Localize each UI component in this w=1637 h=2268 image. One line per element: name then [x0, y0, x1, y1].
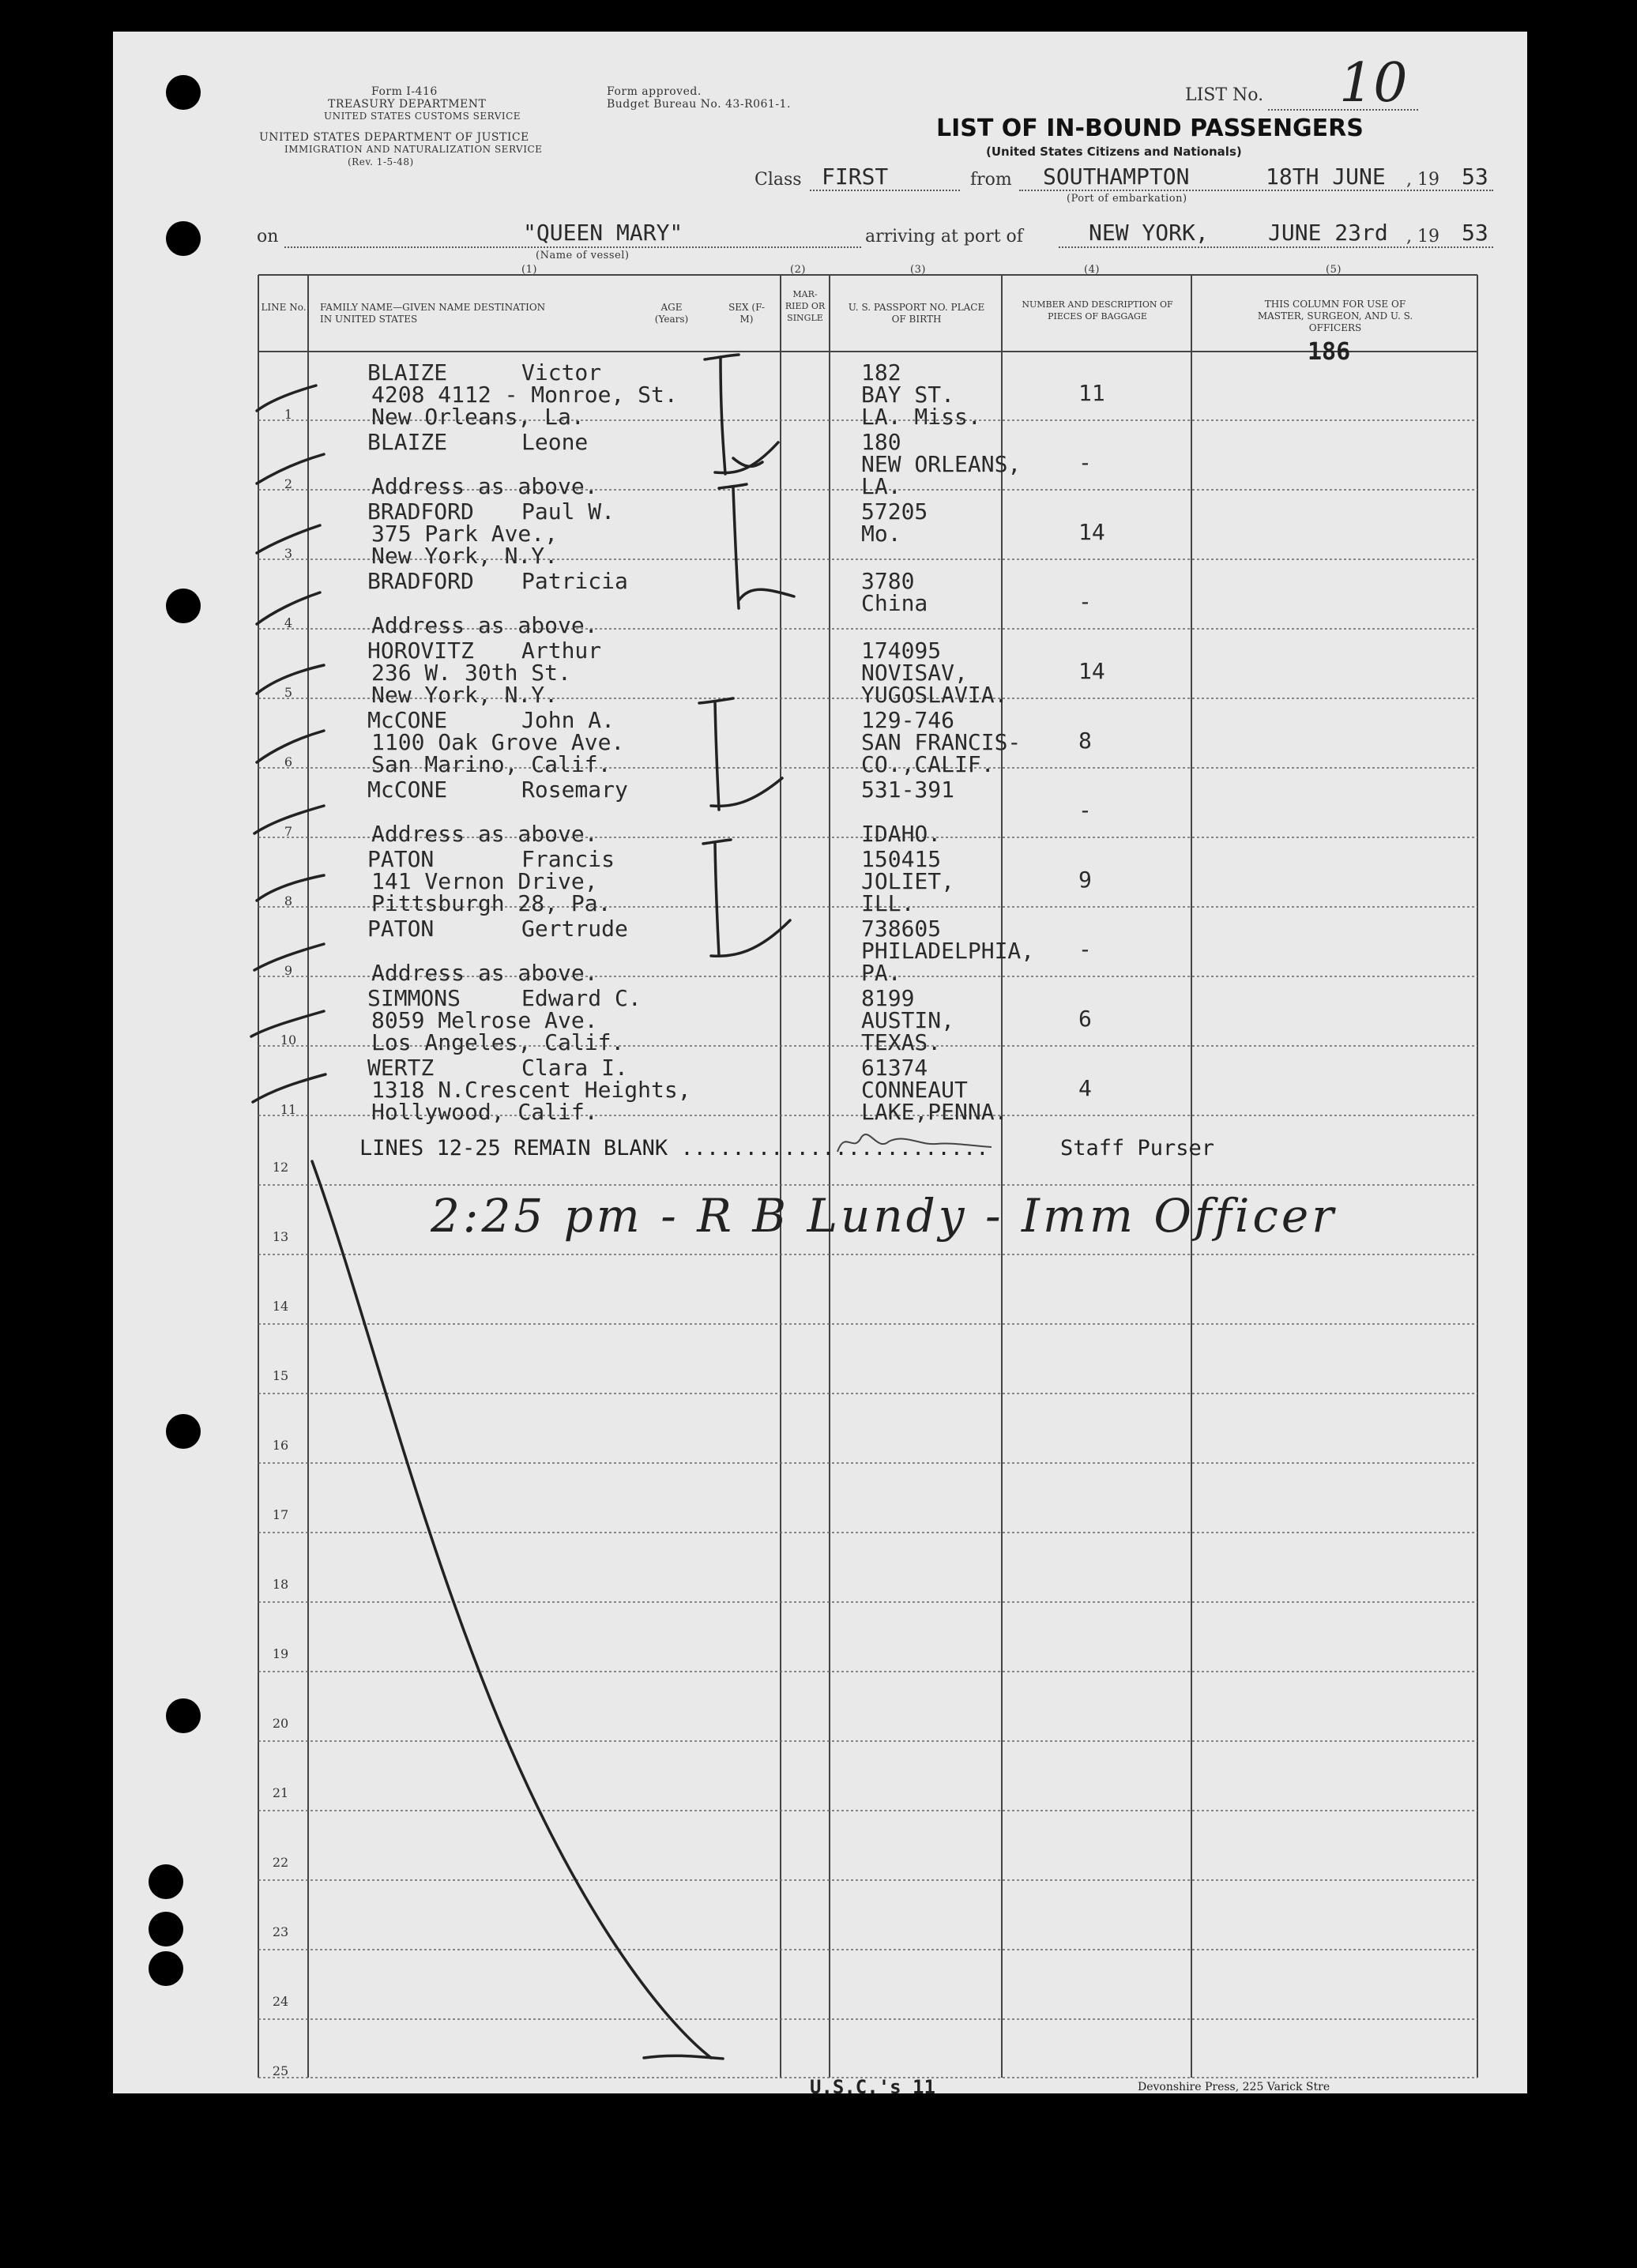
line-number: 24 — [272, 1994, 289, 2009]
passenger-given-name: Arthur — [521, 638, 602, 664]
footer-usc: U.S.C.'s 11 — [810, 2076, 935, 2098]
passenger-given-name: Francis — [521, 846, 615, 872]
header-age: AGE (Years) — [654, 302, 689, 325]
passenger-given-name: Paul W. — [521, 498, 615, 525]
place-of-birth-line2: ILL. — [861, 890, 915, 916]
header-married: MAR-RIED OR SINGLE — [785, 289, 826, 323]
line-number: 23 — [272, 1924, 289, 1939]
passenger-address-line1: 375 Park Ave., — [371, 521, 559, 547]
passenger-surname: McCONE — [367, 777, 448, 803]
line-number: 1 — [284, 407, 293, 422]
baggage-count: - — [1078, 589, 1092, 615]
passenger-given-name: Rosemary — [521, 777, 628, 803]
passport-number: 531-391 — [861, 777, 955, 803]
passenger-address-line2: Los Angeles, Calif. — [371, 1029, 625, 1055]
col-num-3: (3) — [910, 264, 926, 276]
line-number: 8 — [284, 893, 293, 908]
arrival-port: NEW YORK, — [1089, 220, 1209, 246]
passenger-given-name: Gertrude — [521, 916, 628, 942]
place-of-birth-line1: BAY ST. — [861, 382, 955, 408]
passenger-address-line2: Address as above. — [371, 821, 598, 847]
officer-number: 186 — [1308, 338, 1351, 366]
passenger-given-name: Victor — [521, 359, 602, 386]
place-of-birth-line2: IDAHO. — [861, 821, 942, 847]
remain-blank-note: LINES 12-25 REMAIN BLANK ........................ — [359, 1136, 989, 1160]
passenger-address-line1: 8059 Melrose Ave. — [371, 1007, 598, 1033]
passport-number: 182 — [861, 359, 901, 386]
passenger-address-line1: 141 Vernon Drive, — [371, 868, 598, 894]
passenger-surname: PATON — [367, 916, 435, 942]
arrival-year-prefix: , 19 — [1406, 227, 1439, 246]
col-num-4: (4) — [1084, 264, 1100, 276]
passenger-given-name: Edward C. — [521, 985, 642, 1011]
line-number: 3 — [284, 546, 293, 561]
passport-number: 3780 — [861, 568, 915, 594]
line-number: 14 — [272, 1299, 289, 1314]
place-of-birth-line1: China — [861, 590, 928, 616]
line-number: 20 — [272, 1716, 289, 1731]
footer-press: Devonshire Press, 225 Varick Stre — [1138, 2081, 1330, 2093]
from-year: 53 — [1462, 164, 1488, 190]
form-approved: Form approved. — [607, 85, 702, 98]
budget-bureau: Budget Bureau No. 43-R061-1. — [607, 98, 791, 111]
page-subtitle: (United States Citizens and Nationals) — [986, 145, 1242, 159]
passport-number: 150415 — [861, 846, 942, 872]
passenger-address-line2: New York, N.Y. — [371, 682, 559, 708]
line-number: 5 — [284, 685, 293, 700]
arriving-label: arriving at port of — [865, 227, 1023, 246]
passenger-address-line2: Address as above. — [371, 473, 598, 499]
port-caption: (Port of embarkation) — [1067, 193, 1187, 205]
passport-number: 8199 — [861, 985, 915, 1011]
passenger-surname: McCONE — [367, 707, 448, 733]
passenger-address-line1: 1100 Oak Grove Ave. — [371, 729, 625, 755]
passenger-given-name: Clara I. — [521, 1055, 628, 1081]
passenger-surname: BRADFORD — [367, 568, 474, 594]
passenger-surname: BRADFORD — [367, 498, 474, 525]
customs-service: UNITED STATES CUSTOMS SERVICE — [324, 111, 521, 122]
baggage-count: 14 — [1078, 519, 1105, 545]
header-sex: SEX (F-M) — [728, 302, 765, 325]
line-number: 16 — [272, 1438, 289, 1453]
arrival-year: 53 — [1462, 220, 1488, 246]
place-of-birth-line1: AUSTIN, — [861, 1007, 955, 1033]
header-officers: THIS COLUMN FOR USE OF MASTER, SURGEON, AND U. S. OFFICERS — [1257, 299, 1413, 333]
place-of-birth-line1: Mo. — [861, 521, 901, 547]
place-of-birth-line1: JOLIET, — [861, 868, 955, 894]
justice-dept: UNITED STATES DEPARTMENT OF JUSTICE — [259, 131, 529, 144]
treasury-dept: TREASURY DEPARTMENT — [328, 98, 487, 111]
col-num-2: (2) — [790, 264, 806, 276]
passenger-address-line2: Address as above. — [371, 960, 598, 986]
place-of-birth-line1: CONNEAUT — [861, 1077, 968, 1103]
place-of-birth-line2: PA. — [861, 960, 901, 986]
from-label: from — [970, 170, 1012, 190]
line-number: 22 — [272, 1855, 289, 1870]
line-number: 12 — [272, 1160, 289, 1175]
passenger-address-line1: 4208 4112 - Monroe, St. — [371, 382, 678, 408]
baggage-count: - — [1078, 797, 1092, 823]
passenger-address-line2: Pittsburgh 28, Pa. — [371, 890, 612, 916]
header-name: FAMILY NAME—GIVEN NAME DESTINATION IN UNITED STATES — [320, 302, 546, 325]
passenger-address-line1: 1318 N.Crescent Heights, — [371, 1077, 691, 1103]
place-of-birth-line1: PHILADELPHIA, — [861, 938, 1035, 964]
line-number: 6 — [284, 754, 293, 769]
baggage-count: - — [1078, 936, 1092, 962]
vessel-name: "QUEEN MARY" — [523, 220, 683, 246]
place-of-birth-line2: YUGOSLAVIA. — [861, 682, 1008, 708]
line-number: 18 — [272, 1577, 289, 1592]
line-number: 11 — [280, 1102, 297, 1117]
list-no-label: LIST No. — [1185, 85, 1264, 105]
passport-number: 57205 — [861, 498, 928, 525]
arrival-date: JUNE 23rd — [1268, 220, 1388, 246]
line-number: 10 — [280, 1032, 297, 1047]
passenger-surname: WERTZ — [367, 1055, 435, 1081]
place-of-birth-line1: NEW ORLEANS, — [861, 451, 1022, 477]
place-of-birth-line2: LA. — [861, 473, 901, 499]
col-num-1: (1) — [521, 264, 537, 276]
baggage-count: 6 — [1078, 1006, 1092, 1032]
line-number: 13 — [272, 1229, 289, 1244]
col-num-5: (5) — [1326, 264, 1342, 276]
place-of-birth-line2: CO.,CALIF. — [861, 751, 995, 777]
revision: (Rev. 1-5-48) — [348, 156, 414, 167]
on-label: on — [257, 227, 279, 246]
baggage-count: 14 — [1078, 658, 1105, 684]
form-number: Form I-416 — [371, 85, 438, 98]
place-of-birth-line2: LAKE,PENNA. — [861, 1099, 1008, 1125]
passenger-surname: BLAIZE — [367, 429, 448, 455]
passenger-given-name: John A. — [521, 707, 615, 733]
from-port: SOUTHAMPTON — [1043, 164, 1190, 190]
class-value: FIRST — [822, 164, 889, 190]
passenger-address-line2: San Marino, Calif. — [371, 751, 612, 777]
line-number: 7 — [284, 824, 293, 839]
staff-purser: Staff Purser — [1060, 1136, 1215, 1160]
passenger-surname: SIMMONS — [367, 985, 461, 1011]
passenger-address-line1: 236 W. 30th St. — [371, 660, 571, 686]
place-of-birth-line1: NOVISAV, — [861, 660, 968, 686]
baggage-count: 4 — [1078, 1075, 1092, 1101]
passenger-address-line2: Address as above. — [371, 612, 598, 638]
passenger-surname: BLAIZE — [367, 359, 448, 386]
header-baggage: NUMBER AND DESCRIPTION OF PIECES OF BAGGAGE — [1022, 299, 1173, 322]
ins-service: IMMIGRATION AND NATURALIZATION SERVICE — [284, 144, 543, 155]
passport-number: 129-746 — [861, 707, 955, 733]
passport-number: 738605 — [861, 916, 942, 942]
passenger-given-name: Patricia — [521, 568, 628, 594]
line-number: 21 — [272, 1785, 289, 1800]
class-label: Class — [755, 170, 802, 190]
vessel-caption: (Name of vessel) — [536, 250, 630, 261]
passenger-given-name: Leone — [521, 429, 589, 455]
passenger-address-line2: New Orleans, La. — [371, 404, 585, 430]
line-number: 25 — [272, 2063, 289, 2078]
header-line-no: LINE No. — [261, 302, 307, 313]
header-passport: U. S. PASSPORT NO. PLACE OF BIRTH — [848, 302, 985, 325]
line-number: 2 — [284, 476, 293, 491]
line-number: 17 — [272, 1507, 289, 1522]
place-of-birth-line2: TEXAS. — [861, 1029, 942, 1055]
baggage-count: 9 — [1078, 867, 1092, 893]
line-number: 19 — [272, 1646, 289, 1661]
from-date: 18TH JUNE — [1266, 164, 1386, 190]
from-year-prefix: , 19 — [1406, 170, 1439, 190]
passenger-surname: HOROVITZ — [367, 638, 474, 664]
line-number: 15 — [272, 1368, 289, 1383]
passenger-address-line2: Hollywood, Calif. — [371, 1099, 598, 1125]
place-of-birth-line1: SAN FRANCIS- — [861, 729, 1022, 755]
baggage-count: - — [1078, 449, 1092, 476]
baggage-count: 8 — [1078, 728, 1092, 754]
line-number: 4 — [284, 615, 293, 630]
passport-number: 180 — [861, 429, 901, 455]
passport-number: 61374 — [861, 1055, 928, 1081]
passenger-surname: PATON — [367, 846, 435, 872]
page-title: LIST OF IN-BOUND PASSENGERS — [936, 115, 1364, 142]
baggage-count: 11 — [1078, 380, 1105, 406]
handwritten-officer-note: 2:25 pm - R B Lundy - Imm Officer — [431, 1189, 1337, 1243]
place-of-birth-line2: LA. Miss. — [861, 404, 981, 430]
passport-number: 174095 — [861, 638, 942, 664]
line-number: 9 — [284, 963, 293, 978]
list-no-value: 10 — [1339, 52, 1408, 115]
passenger-address-line2: New York, N.Y. — [371, 543, 559, 569]
